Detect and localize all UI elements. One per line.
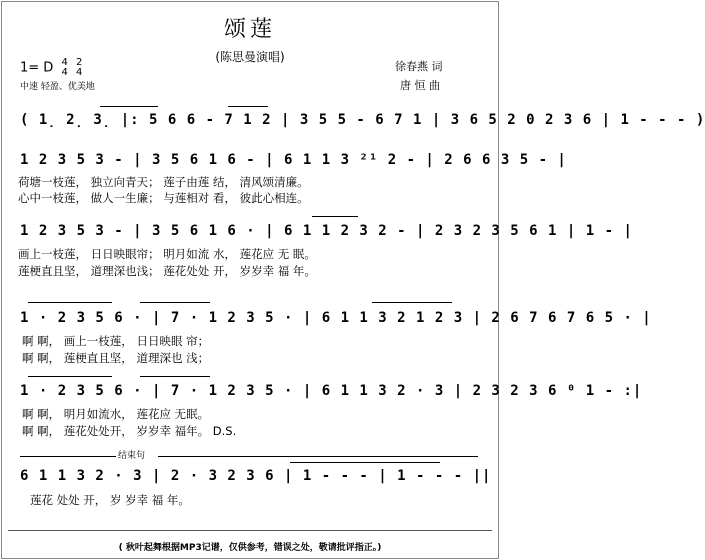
slur-line (372, 302, 452, 303)
lyric-line-4b: 啊 啊， 莲梗直且坚， 道理深也 浅； (22, 351, 210, 365)
tempo-marking: 中速 轻盈、优美地 (20, 82, 95, 92)
key-signature (20, 58, 82, 78)
tie-line (290, 462, 440, 463)
time-sig-1-bottom: 4 (61, 67, 68, 78)
notation-line-1: ( 1̣ 2̣ 3̣ |: 5 6 6 - 7 1 2 | 3 5 5 - 6 7 1 | 3 6 5 2 0 2 3 6 | 1 - - - ) (20, 112, 705, 128)
slur-line (28, 302, 112, 303)
lyric-line-5a: 啊 啊， 明月如流水， 莲花应 无眠。 (22, 407, 210, 421)
time-sig-2-bottom: 4 (75, 67, 83, 78)
lyric-line-2a: 荷塘一枝莲， 独立向青天； 莲子由莲 结， 清风颂清廉。 (18, 175, 309, 189)
composer-credit: 唐 恒 曲 (400, 79, 440, 92)
slur-line (140, 376, 210, 377)
notation-line-3: 1 2 3 5 3 - | 3 5 6 1 6 · | 6 1 1 2 3 2 - | 2 3 2 3 5 6 1 | 1 - | (20, 223, 633, 239)
slur-line (100, 106, 158, 107)
song-title: 颂莲 (223, 17, 276, 42)
lyric-line-6: 莲花 处处 开， 岁 岁幸 福 年。 (30, 493, 190, 507)
time-sig-2-top: 2 (75, 57, 83, 68)
lyric-line-3b: 莲梗直且坚， 道理深也浅； 莲花处处 开， 岁岁幸 福 年。 (18, 264, 316, 278)
slur-line (312, 216, 358, 217)
lyricist-credit: 徐春燕 词 (395, 60, 443, 73)
slur-line (228, 106, 268, 107)
lyric-line-4a: 啊 啊， 画上一枝莲， 日日映眼 帘； (22, 334, 210, 348)
ending-bracket-right (158, 456, 478, 457)
notation-line-6: 6 1 1 3 2 · 3 | 2 · 3 2 3 6 | 1 - - - | 1 - - - || (20, 468, 492, 484)
slur-line (140, 302, 210, 303)
time-signature-2-4 (76, 58, 82, 78)
footer-divider (8, 530, 492, 531)
ending-label: 结束句 (118, 451, 146, 461)
key-label: 1= D (20, 60, 54, 76)
slur-line (28, 376, 112, 377)
lyric-line-3a: 画上一枝莲， 日日映眼帘； 明月如流 水， 莲花应 无 眠。 (18, 247, 316, 261)
singer-subtitle: (陈思曼演唱) (215, 50, 285, 64)
notation-line-5: 1 · 2 3 5 6 · | 7 · 1 2 3 5 · | 6 1 1 3 2 · 3 | 2 3 2 3 6 ⁰ 1 - :| (20, 383, 643, 399)
notation-line-2: 1 2 3 5 3 - | 3 5 6 1 6 - | 6 1 1 3 ²¹ 2 - | 2 6 6 3 5 - | (20, 152, 567, 168)
footer-note: ( 秋叶起舞根据MP3记谱，仅供参考，错误之处，敬请批评指正。) (118, 543, 382, 553)
time-signature-4-4 (61, 58, 67, 78)
lyric-line-5b: 啊 啊， 莲花处处开， 岁岁幸 福年。 D.S. (22, 424, 237, 438)
notation-line-4: 1 · 2 3 5 6 · | 7 · 1 2 3 5 · | 6 1 1 3 2 1 2 3 | 2 6 7 6 7 6 5 · | (20, 310, 652, 326)
time-sig-1-top: 4 (61, 57, 68, 68)
ending-bracket-left (20, 456, 116, 457)
lyric-line-2b: 心中一枝莲， 做人一生廉； 与莲相对 看， 彼此心相连。 (18, 191, 309, 205)
